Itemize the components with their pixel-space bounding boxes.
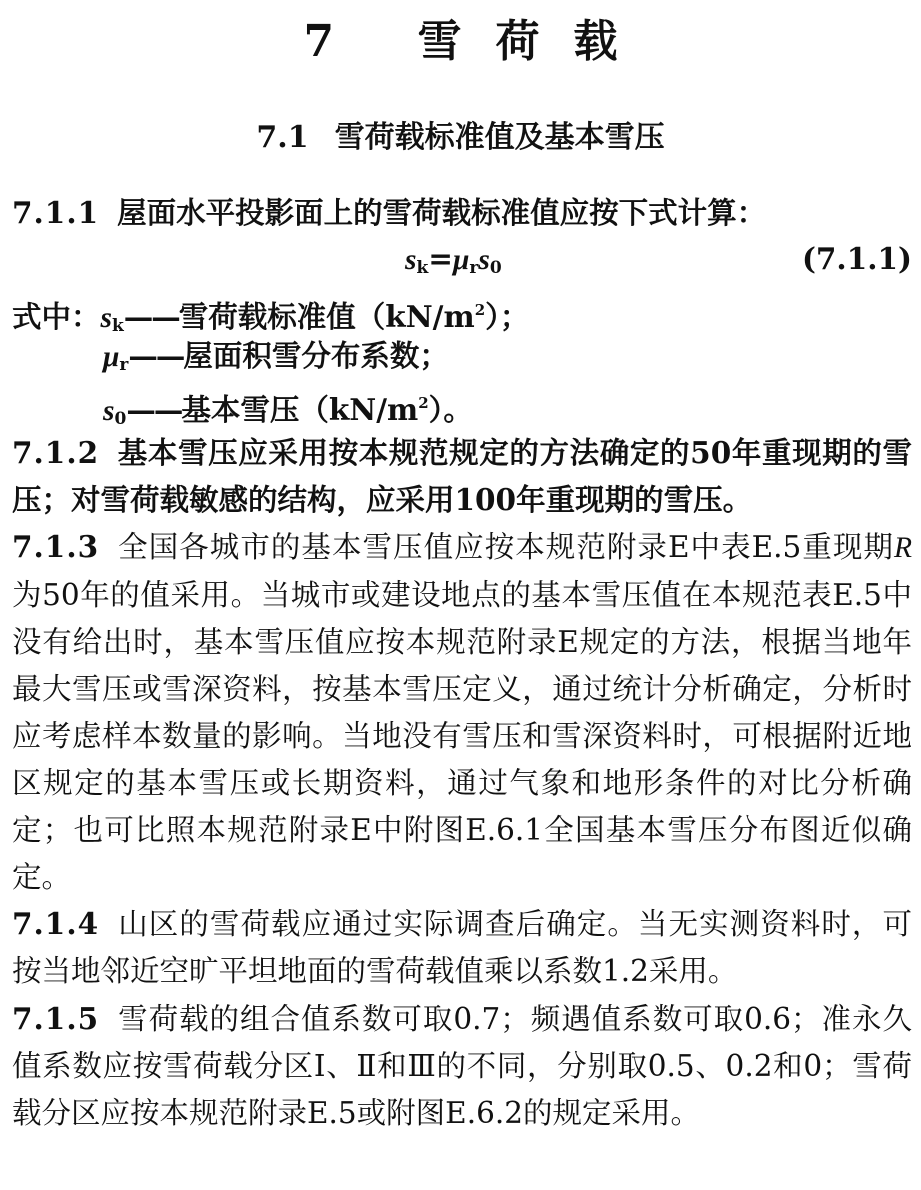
clause-7-1-1	[12, 189, 912, 236]
formula-equals: =	[428, 241, 453, 276]
clause-text: 屋面水平投影面上的雪荷载标准值应按下式计算：	[117, 195, 767, 230]
where-item-mur	[103, 334, 449, 387]
chapter-title	[0, 14, 921, 70]
unit-superscript: 2	[418, 394, 429, 412]
clause-7-1-4	[12, 900, 912, 995]
formula	[405, 241, 502, 278]
clause-text-a: 全国各城市的基本雪压值应按本规范附录E中表E.5重现期	[117, 530, 894, 564]
clause-number: 7.1.1	[12, 195, 100, 230]
formula-subscript: k	[416, 258, 429, 278]
formula-symbol-mu: μ	[452, 244, 470, 276]
variable-symbol: s	[100, 302, 112, 334]
clause-number: 7.1.3	[12, 529, 100, 564]
variable-symbol: μ	[103, 341, 120, 373]
formula-symbol-s: s	[405, 244, 417, 276]
definition-dash: ——	[123, 299, 179, 334]
variable-subscript: r	[119, 355, 129, 375]
section-title	[0, 118, 921, 158]
definition-end: ）。	[428, 392, 473, 427]
clause-text: 基本雪压应采用按本规范规定的方法确定的50年重现期的雪压；对雪荷载敏感的结构，应采用100年重现期的雪压。	[12, 435, 912, 517]
clause-number: 7.1.2	[12, 435, 100, 470]
clause-number: 7.1.4	[12, 906, 100, 941]
chapter-title-text: 雪荷载	[417, 16, 652, 67]
variable-symbol: s	[103, 395, 115, 427]
clause-7-1-5	[12, 995, 912, 1137]
formula-subscript: 0	[489, 258, 502, 278]
unit-superscript: 2	[474, 301, 486, 319]
clause-number: 7.1.5	[12, 1001, 100, 1036]
variable-description: 雪荷载标准值（kN/m	[178, 299, 475, 334]
formula-subscript: r	[469, 258, 479, 278]
variable-subscript: k	[112, 316, 124, 336]
formula-number: (7.1.1)	[801, 241, 912, 276]
section-title-text: 雪荷载标准值及基本雪压	[334, 120, 665, 155]
clause-text: 山区的雪荷载应通过实际调查后确定。当无实测资料时，可按当地邻近空旷平坦地面的雪荷载值乘以系数1.2采用。	[12, 907, 912, 988]
chapter-number: 7	[303, 16, 369, 67]
definition-end: ）；	[485, 299, 530, 334]
definition-dash: ——	[128, 338, 184, 373]
variable-description: 基本雪压（kN/m	[181, 392, 419, 427]
variable-subscript: 0	[114, 409, 127, 429]
clause-text-b: 为50年的值采用。当城市或建设地点的基本雪压值在本规范表E.5中没有给出时，基本雪压值应按本规范附录E规定的方法，根据当地年最大雪压或雪深资料，按基本雪压定义，通过统计分析确定，分析时应考虑样本数量的影响。当地没有雪压和雪深资料时，可根据附近地区规定的基本雪压或长期资料，通过气象和地形条件的对比分析确定；也可比照本规范附录E中附图E.6.1全国基本雪压分布图近似确定。	[12, 578, 912, 894]
section-number: 7.1	[256, 120, 309, 155]
clause-7-1-3	[12, 523, 912, 901]
formula-symbol-s0: s	[478, 244, 490, 276]
variable-r: R	[893, 532, 912, 564]
where-intro: 式中：	[12, 299, 101, 334]
formula-row	[12, 241, 912, 285]
clause-7-1-2	[12, 429, 912, 523]
definition-dash: ——	[126, 392, 182, 427]
clause-text: 雪荷载的组合值系数可取0.7；频遇值系数可取0.6；准永久值系数应按雪荷载分区Ⅰ、Ⅱ和Ⅲ的不同，分别取0.5、0.2和0；雪荷载分区应按本规范附录E.5或附图E.6.2的规定采用。	[12, 1002, 912, 1130]
variable-description: 屋面积雪分布系数；	[183, 338, 449, 373]
